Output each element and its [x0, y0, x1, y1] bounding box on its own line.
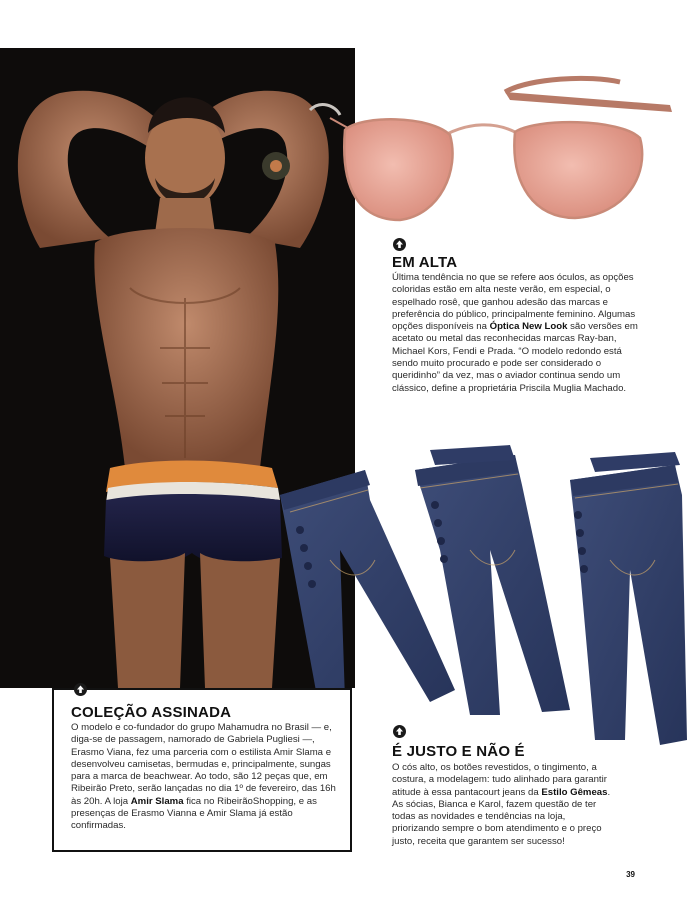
e-justo-title: É JUSTO E NÃO É: [392, 743, 525, 760]
colecao-assinada-title: COLEÇÃO ASSINADA: [71, 704, 232, 721]
up-arrow-circle-icon: [393, 238, 406, 251]
optica-new-look-name: Óptica New Look: [489, 321, 568, 333]
em-alta-body: Última tendência no que se refere aos óculos, as opções coloridas estão em alta neste verão, em especial, o espelhado rosê, que ganhou adesão das marcas e preferência do público, principalmente feminino. Algumas opções disponíveis na Óptica New Look são versões em acetato ou metal das reconhecidas marcas Ray-ban, Michael Kors, Fendi e Prada. “O modelo redondo está sendo muito procurado e pode ser considerado o queridinho” da vez, mas o aviador continua sendo um clássico, define a proprietária Priscila Muglia Machado.: [392, 272, 638, 394]
up-arrow-circle-icon: [393, 725, 406, 738]
em-alta-title: EM ALTA: [392, 254, 458, 271]
e-justo-body: O cós alto, os botões revestidos, o tingimento, a costura, a modelagem: tudo alinhado para garantir atitude à essa pantacourt jeans da Estilo Gêmeas. As sócias, Bianca e Karol, fazem questão de ter todas as novidades e tendências na loja, priorizando sempre o bom atendimento e o preço justo, receita que garantem ser sucesso!: [392, 762, 611, 847]
colecao-assinada-box: [52, 688, 352, 852]
estilo-gemeas-name: Estilo Gêmeas: [541, 786, 608, 798]
page-number: 39: [626, 870, 635, 879]
colecao-assinada-body: O modelo e co-fundador do grupo Mahamudra no Brasil — e, diga-se de passagem, namorado de Gabriela Pugliesi —, Erasmo Viana, fez uma parceria com o estilista Amir Slama e desenvolveu camisetas, bermudas e, principalmente, sungas para a marca de beachwear. Ao todo, são 12 peças que, em Ribeirão Preto, serão lançadas no dia 1º de fevereiro, das 16h às 20h. A loja Amir Slama fica no RibeirãoShopping, e as presenças de Erasmo Vianna e Amir Slama já estão confirmadas.: [71, 722, 336, 832]
up-arrow-circle-icon: [74, 683, 87, 696]
sunglasses-image: [300, 60, 685, 230]
amir-slama-store-name: Amir Slama: [130, 795, 184, 807]
